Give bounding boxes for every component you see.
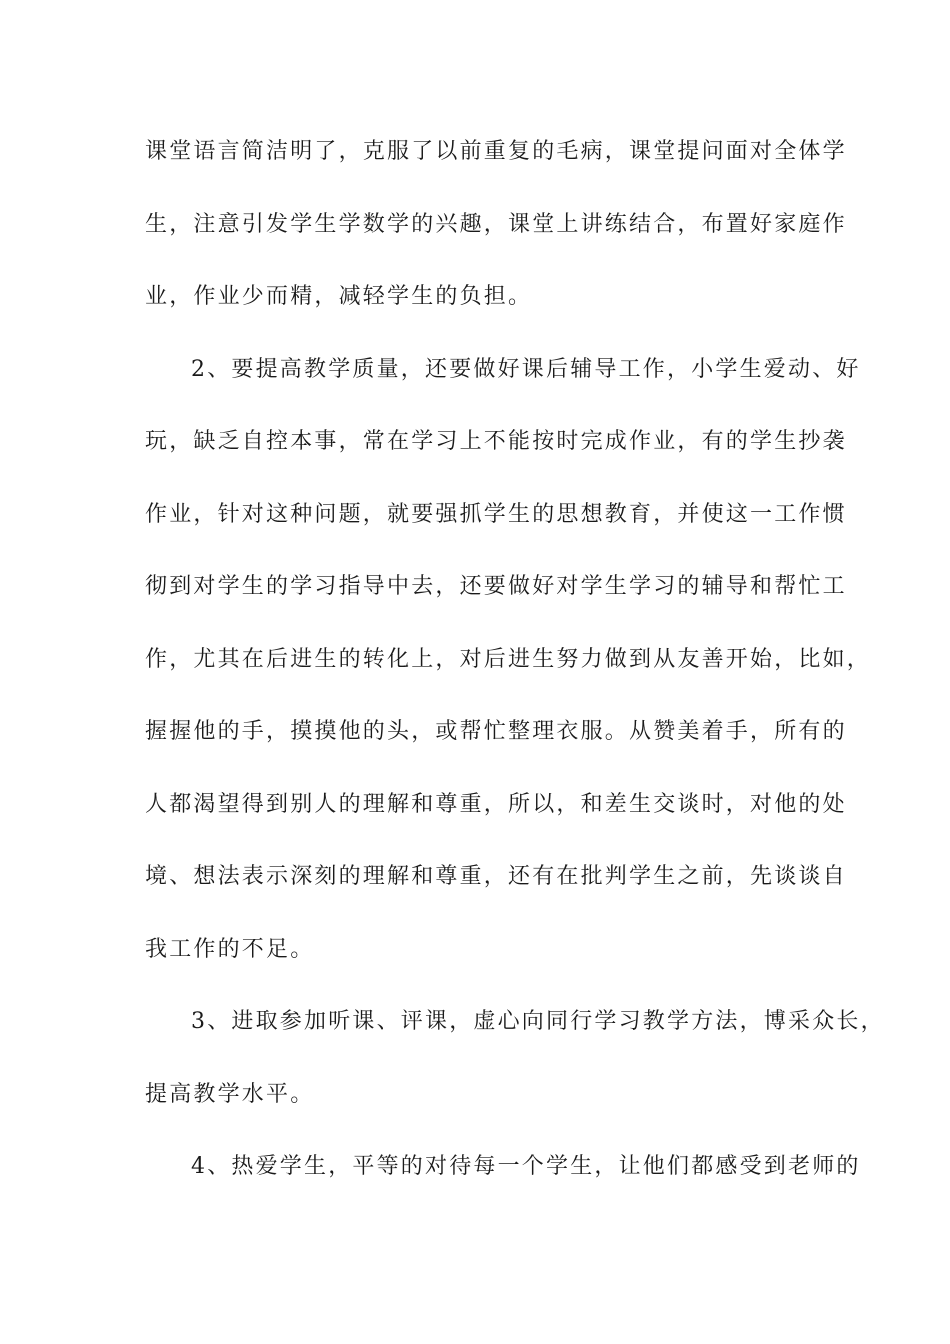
paragraph-2-start: 2、要提高教学质量，还要做好课后辅导工作，小学生爱动、好 [191,356,861,382]
text-line: 人都渴望得到别人的理解和尊重，所以，和差生交谈时，对他的处 [145,791,847,817]
text-line: 提高教学水平。 [145,1081,315,1107]
paragraph-4-start: 4、热爱学生，平等的对待每一个学生，让他们都感受到老师的 [191,1154,861,1179]
text-line: 作业，针对这种问题，就要强抓学生的思想教育，并使这一工作惯 [145,501,847,527]
text-line: 玩，缺乏自控本事，常在学习上不能按时完成作业，有的学生抄袭 [145,429,847,454]
text-line: 彻到对学生的学习指导中去，还要做好对学生学习的辅导和帮忙工 [145,574,847,599]
text-line: 境、想法表示深刻的理解和尊重，还有在批判学生之前，先谈谈自 [145,864,847,889]
paragraph-3-start: 3、进取参加听课、评课，虚心向同行学习教学方法，博采众长， [191,1009,885,1034]
text-line: 生，注意引发学生学数学的兴趣，课堂上讲练结合，布置好家庭作 [145,211,847,237]
text-line: 我工作的不足。 [145,936,315,962]
text-line: 业，作业少而精，减轻学生的负担。 [145,284,533,309]
text-line: 握握他的手，摸摸他的头，或帮忙整理衣服。从赞美着手，所有的 [145,719,847,744]
text-line: 作，尤其在后进生的转化上，对后进生努力做到从友善开始，比如， [145,646,872,672]
body-text [145,128,885,1216]
text-line: 课堂语言简洁明了，克服了以前重复的毛病，课堂提问面对全体学 [145,139,847,164]
